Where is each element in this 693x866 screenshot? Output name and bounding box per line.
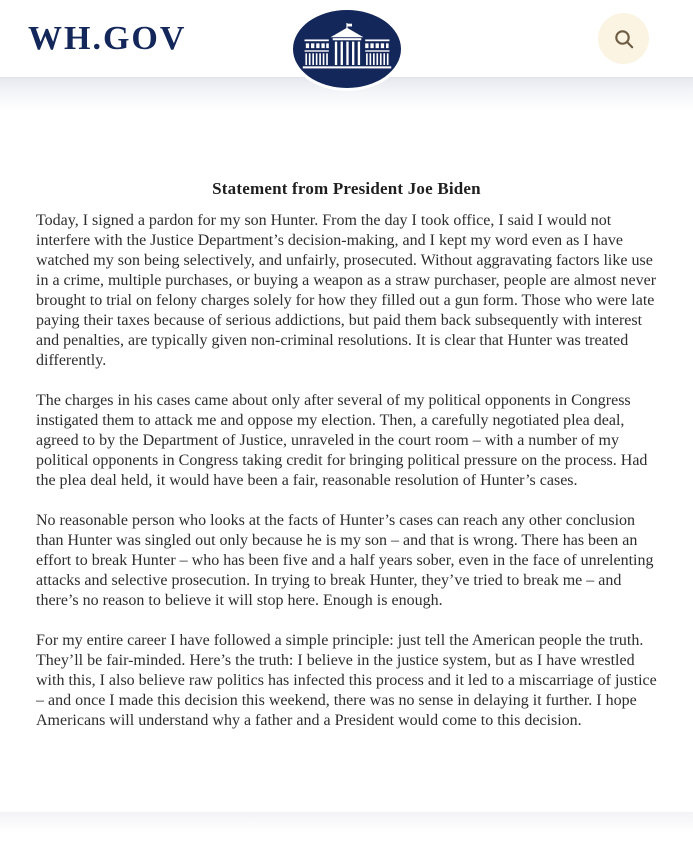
statement-paragraph-2: The charges in his cases came about only after several of my political opponents in Congress instigated them to attack me and oppose my election. Then, a carefully negotiated plea deal, agreed to by the Department of Justice, unraveled in the court room – with a number of my political opponents in Congress taking credit for bringing political pressure on the process. Had the plea deal held, it would have been a fair, reasonable resolution of Hunter’s cases. (36, 392, 648, 489)
site-header (0, 0, 693, 78)
statement-paragraph-1: Today, I signed a pardon for my son Hunter. From the day I took office, I said I would not interfere with the Justice Department’s decision-making, and I kept my word even as I have watched my son being selectively, and unfairly, prosecuted. Without aggravating factors like use in a crime, multiple purchases, or buying a weapon as a straw purchaser, people are almost never brought to trial on felony charges solely for how they filled out a gun form. Those who were late paying their taxes because of serious addictions, but paid them back subsequently with interest and penalties, are typically given non-criminal resolutions. It is clear that Hunter was treated differently. (36, 212, 657, 369)
footer-band (0, 812, 693, 832)
statement-paragraph-4: For my entire career I have followed a simple principle: just tell the American people the truth. They’ll be fair-minded. Here’s the truth: I believe in the justice system, but as I have wrestled with this, I also believe raw politics has infected this process and it led to a miscarriage of justice – and once I made this decision this weekend, there was no sense in delaying it further. I hope Americans will understand why a father and a President would come to this decision. (36, 632, 657, 729)
brand-link[interactable]: WH.GOV (28, 19, 187, 57)
statement-article (0, 110, 693, 731)
white-house-logo[interactable] (290, 7, 404, 91)
white-house-icon (295, 20, 399, 78)
page-title: Statement from President Joe Biden (212, 179, 481, 198)
search-icon (612, 27, 636, 51)
search-button[interactable] (598, 13, 649, 64)
statement-paragraph-3: No reasonable person who looks at the facts of Hunter’s cases can reach any other conclusion than Hunter was singled out only because he is my son – and that is wrong. There has been an effort to break Hunter – who has been five and a half years sober, even in the face of unrelenting attacks and selective prosecution. In trying to break Hunter, they’ve tried to break me – and there’s no reason to believe it will stop here. Enough is enough. (36, 512, 654, 609)
